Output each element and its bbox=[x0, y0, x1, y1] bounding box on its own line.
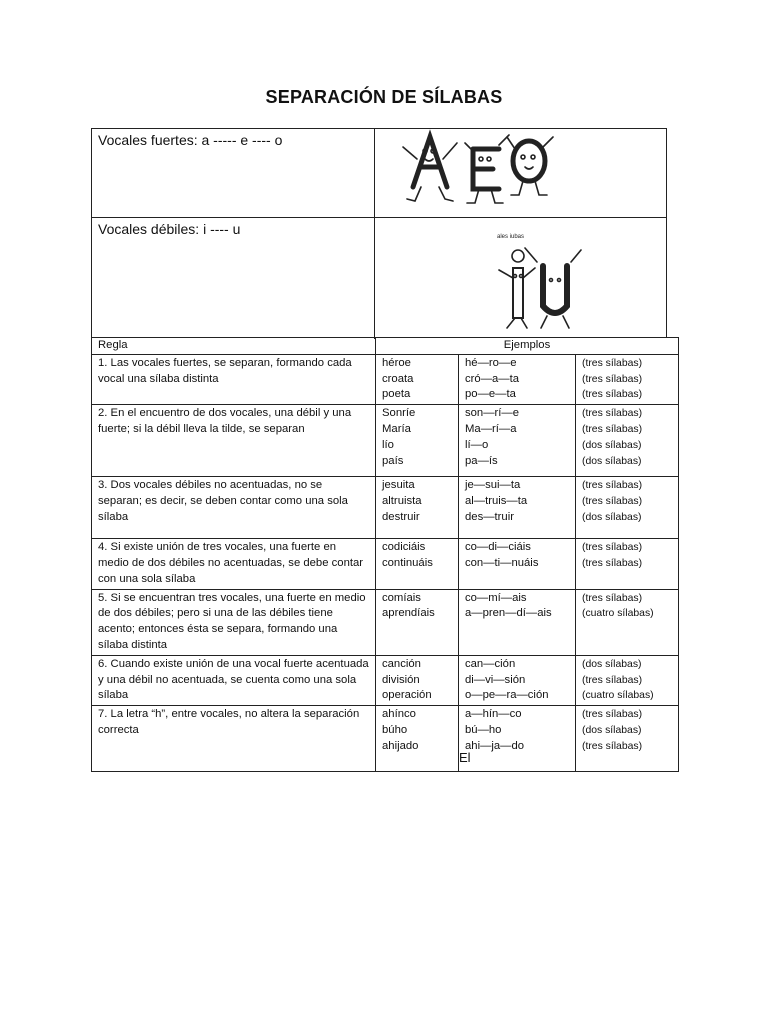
example-splits-item: lí—o bbox=[465, 438, 489, 451]
example-words bbox=[376, 477, 459, 539]
example-words-item: división bbox=[382, 673, 420, 686]
syllable-counts-item: (tres sílabas) bbox=[582, 357, 643, 369]
rule-text: 3. Dos vocales débiles no acentuadas, no se separan; es decir, se deben contar como una sola sílaba bbox=[92, 477, 376, 539]
table-row bbox=[92, 706, 679, 772]
syllable-counts bbox=[576, 655, 679, 705]
example-splits-item: po—e—ta bbox=[465, 388, 516, 401]
example-words-item: comíais bbox=[382, 591, 421, 604]
example-splits-item: co—di—ciáis bbox=[465, 541, 531, 554]
strong-vowels-cartoon-icon bbox=[375, 129, 667, 218]
syllable-counts-item: (dos sílabas) bbox=[582, 724, 642, 736]
header-rule: Regla bbox=[92, 338, 376, 355]
syllable-counts-item: (tres sílabas) bbox=[582, 674, 643, 686]
stray-text: El bbox=[459, 750, 471, 765]
rule-text: 4. Si existe unión de tres vocales, una fuerte en medio de dos débiles no acentuadas, se debe contar con una sola sílaba bbox=[92, 539, 376, 589]
syllable-counts bbox=[576, 354, 679, 404]
example-words bbox=[376, 405, 459, 477]
syllable-counts bbox=[576, 477, 679, 539]
example-splits bbox=[459, 655, 576, 705]
weak-vowels-label: Vocales débiles: i ---- u bbox=[92, 218, 375, 339]
example-words-item: jesuita bbox=[382, 479, 415, 492]
example-words-item: destruir bbox=[382, 510, 420, 523]
syllable-counts-item: (cuatro sílabas) bbox=[582, 690, 654, 702]
example-words-item: María bbox=[382, 422, 411, 435]
example-splits-item: bú—ho bbox=[465, 723, 502, 736]
example-splits-item: cró—a—ta bbox=[465, 372, 519, 385]
weak-vowels-image bbox=[375, 218, 666, 339]
syllable-counts-item: (tres sílabas) bbox=[582, 373, 643, 385]
rule-text: 7. La letra “h”, entre vocales, no altera la separación correcta bbox=[92, 706, 376, 772]
syllable-counts-item: (dos sílabas) bbox=[582, 658, 642, 670]
syllable-counts-item: (tres sílabas) bbox=[582, 542, 643, 554]
rules-body bbox=[92, 354, 679, 771]
example-splits-item: al—truis—ta bbox=[465, 494, 528, 507]
example-splits-item: hé—ro—e bbox=[465, 356, 517, 369]
example-words-item: lío bbox=[382, 438, 394, 451]
syllable-counts-item: (tres sílabas) bbox=[582, 557, 643, 569]
strong-vowels-image bbox=[375, 129, 666, 217]
weak-vowels-cartoon-icon bbox=[375, 218, 667, 339]
example-splits bbox=[459, 354, 576, 404]
example-splits-item: a—hín—co bbox=[465, 708, 522, 721]
example-splits bbox=[459, 706, 576, 772]
table-row bbox=[92, 405, 679, 477]
example-words-item: aprendíais bbox=[382, 607, 435, 620]
example-words bbox=[376, 655, 459, 705]
table-header-row bbox=[92, 338, 679, 355]
table-row bbox=[92, 655, 679, 705]
table-row bbox=[92, 354, 679, 404]
example-words-item: altruista bbox=[382, 494, 422, 507]
example-splits-item: can—ción bbox=[465, 657, 516, 670]
example-words-item: croata bbox=[382, 372, 414, 385]
syllable-counts-item: (tres sílabas) bbox=[582, 408, 643, 420]
rule-text: 2. En el encuentro de dos vocales, una débil y una fuerte; si la débil lleva la tilde, se separan bbox=[92, 405, 376, 477]
example-splits-item: a—pren—dí—ais bbox=[465, 607, 552, 620]
syllable-counts bbox=[576, 405, 679, 477]
example-words bbox=[376, 589, 459, 655]
syllable-counts-item: (dos sílabas) bbox=[582, 439, 642, 451]
strong-vowels-label: Vocales fuertes: a ----- e ---- o bbox=[92, 129, 375, 217]
syllable-counts-item: (tres sílabas) bbox=[582, 495, 643, 507]
table-row bbox=[92, 477, 679, 539]
example-splits-item: son—rí—e bbox=[465, 407, 519, 420]
syllable-counts bbox=[576, 706, 679, 772]
example-words bbox=[376, 539, 459, 589]
weak-vowels-caption: ales iubas bbox=[497, 234, 525, 240]
example-words-item: búho bbox=[382, 723, 408, 736]
example-splits bbox=[459, 589, 576, 655]
example-words-item: héroe bbox=[382, 356, 411, 369]
example-words bbox=[376, 706, 459, 772]
rules-table bbox=[91, 337, 679, 772]
example-splits-item: ahi—ja—do bbox=[465, 739, 525, 752]
example-splits-item: di—vi—sión bbox=[465, 673, 526, 686]
syllable-counts-item: (tres sílabas) bbox=[582, 423, 643, 435]
syllable-counts bbox=[576, 539, 679, 589]
vowels-table bbox=[91, 128, 667, 338]
syllable-counts-item: (tres sílabas) bbox=[582, 740, 643, 752]
example-splits bbox=[459, 405, 576, 477]
example-words-item: continuáis bbox=[382, 556, 433, 569]
example-splits-item: des—truir bbox=[465, 510, 514, 523]
example-splits bbox=[459, 477, 576, 539]
strong-vowels-row bbox=[92, 129, 666, 218]
example-words-item: Sonríe bbox=[382, 407, 416, 420]
syllable-counts-item: (dos sílabas) bbox=[582, 455, 642, 467]
example-splits-item: o—pe—ra—ción bbox=[465, 689, 549, 702]
example-splits-item: Ma—rí—a bbox=[465, 422, 517, 435]
example-words-item: poeta bbox=[382, 388, 411, 401]
syllable-counts-item: (tres sílabas) bbox=[582, 709, 643, 721]
example-words-item: codiciáis bbox=[382, 541, 426, 554]
example-words-item: ahijado bbox=[382, 739, 419, 752]
example-words bbox=[376, 354, 459, 404]
example-splits-item: co—mí—ais bbox=[465, 591, 527, 604]
syllable-counts-item: (tres sílabas) bbox=[582, 389, 643, 401]
weak-vowels-row bbox=[92, 218, 666, 339]
example-words-item: país bbox=[382, 454, 404, 467]
example-words-item: ahínco bbox=[382, 708, 416, 721]
rule-text: 1. Las vocales fuertes, se separan, formando cada vocal una sílaba distinta bbox=[92, 354, 376, 404]
example-splits bbox=[459, 539, 576, 589]
example-words-item: canción bbox=[382, 657, 421, 670]
syllable-counts-item: (tres sílabas) bbox=[582, 592, 643, 604]
example-splits-item: je—sui—ta bbox=[465, 479, 521, 492]
example-splits-item: pa—ís bbox=[465, 454, 498, 467]
rule-text: 6. Cuando existe unión de una vocal fuerte acentuada y una débil no acentuada, se cuenta como una sola sílaba bbox=[92, 655, 376, 705]
page-title: SEPARACIÓN DE SÍLABAS bbox=[265, 87, 503, 107]
syllable-counts bbox=[576, 589, 679, 655]
syllable-counts-item: (dos sílabas) bbox=[582, 511, 642, 523]
example-splits-item: con—ti—nuáis bbox=[465, 556, 539, 569]
syllable-counts-item: (tres sílabas) bbox=[582, 480, 643, 492]
rule-text: 5. Si se encuentran tres vocales, una fuerte en medio de dos débiles; pero si una de las débiles tiene acento; entonces ésta se separa, formando una sílaba distinta bbox=[92, 589, 376, 655]
table-row bbox=[92, 589, 679, 655]
syllable-counts-item: (cuatro sílabas) bbox=[582, 608, 654, 620]
example-words-item: operación bbox=[382, 689, 432, 702]
table-row bbox=[92, 539, 679, 589]
header-examples: Ejemplos bbox=[376, 338, 679, 355]
